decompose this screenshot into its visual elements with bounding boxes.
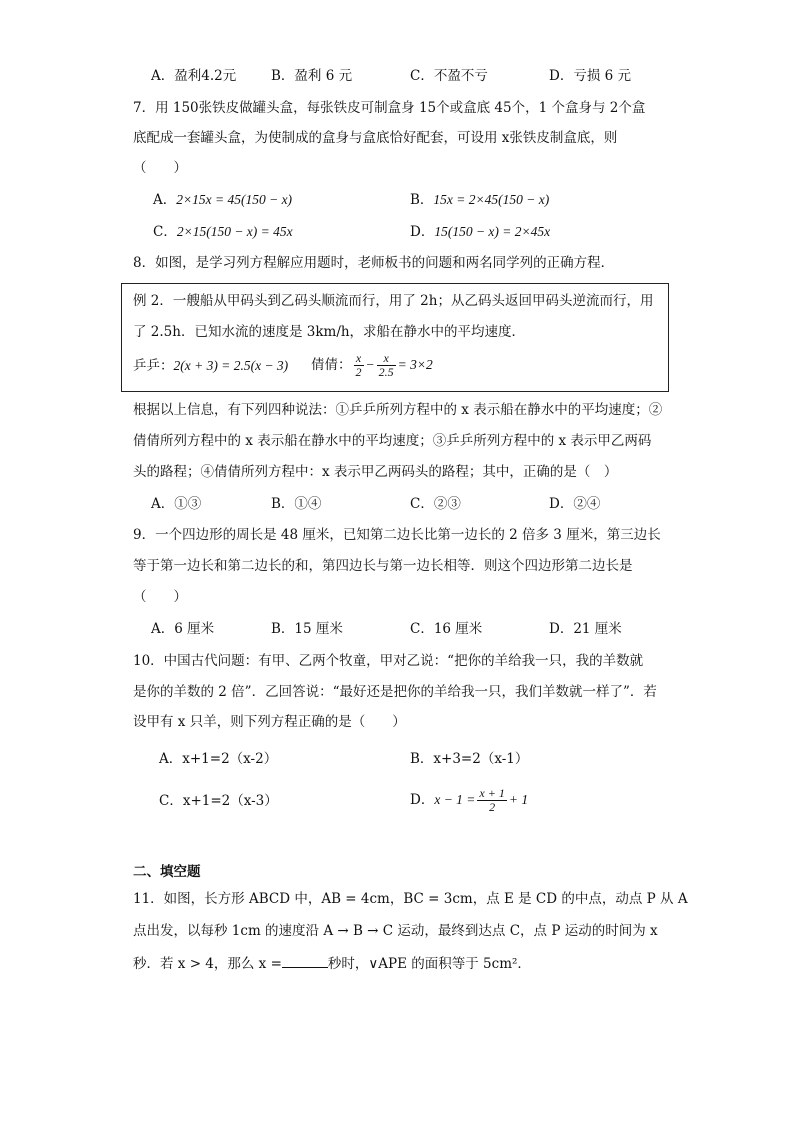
- section-title-fill-in: 二、填空题: [133, 864, 201, 880]
- q9-option-c: C．16 厘米: [410, 621, 483, 637]
- q8-minus: −: [365, 357, 375, 372]
- q8-statements-line1: 根据以上信息，有下列四种说法：①乒乒所列方程中的 x 表示船在静水中的平均速度；②: [133, 402, 663, 418]
- q8-statements-line2: 倩倩所列方程中的 x 表示船在静水中的平均速度；③乒乒所列方程中的 x 表示甲乙两码: [133, 433, 652, 449]
- q10-option-d-denominator: 2: [489, 800, 496, 814]
- q11-stem-line2: 点出发，以每秒 1cm 的速度沿 A → B → C 运动，最终到达点 C，点 P 运动的时间为 x: [133, 923, 658, 939]
- q10-stem-line3: 设甲有 x 只羊，则下列方程正确的是（ ）: [133, 714, 406, 730]
- q10-stem-line1: 10．中国古代问题：有甲、乙两个牧童，甲对乙说：“把你的羊给我一只，我的羊数就: [133, 653, 644, 669]
- q6-option-a: A．盈利4.2元: [151, 68, 237, 84]
- q8-stem: 8．如图，是学习列方程解应用题时，老师板书的问题和两名同学列的正确方程．: [133, 255, 615, 271]
- q6-option-d: D．亏损 6 元: [549, 68, 631, 84]
- q7-option-d: [410, 222, 550, 242]
- q10-option-d: [410, 783, 528, 817]
- q8-pingping-equation: 2(x + 3) = 2.5(x − 3): [173, 358, 289, 373]
- q6-option-c: C．不盈不亏: [410, 68, 488, 84]
- q8-pingping-equation-row: [133, 356, 288, 376]
- q10-option-b: B．x+3=2（x-1）: [410, 751, 529, 767]
- q6-option-b: B．盈利 6 元: [271, 68, 353, 84]
- q9-option-d: D．21 厘米: [549, 621, 622, 637]
- q7-stem-line1: 7．用 150张铁皮做罐头盒，每张铁皮可制盒身 15个或盒底 45个，1 个盒身与 2个盒: [133, 100, 646, 116]
- q8-box-line2: 了 2.5h．已知水流的速度是 3km/h，求船在静水中的平均速度．: [133, 324, 526, 340]
- q8-frac2-numerator: x: [377, 352, 396, 366]
- q8-option-a: A．①③: [151, 496, 202, 512]
- q8-frac1-denominator: 2: [355, 365, 362, 379]
- q8-frac1-numerator: x: [354, 352, 364, 366]
- q8-qianqian-label: 倩倩：: [311, 357, 352, 373]
- q7-option-c: [153, 222, 293, 242]
- q8-statements-line3: 头的路程；④倩倩所列方程中：x 表示甲乙两码头的路程；其中，正确的是（ ）: [133, 464, 618, 480]
- q8-fraction-x-over-2: [354, 352, 364, 379]
- q8-qianqian-rhs: = 3×2: [397, 357, 433, 372]
- q9-option-b: B．15 厘米: [271, 621, 343, 637]
- q9-answer-paren: （ ）: [133, 589, 187, 605]
- q7-option-b-equation: 15x = 2×45(150 − x): [433, 192, 550, 207]
- q7-option-c-equation: 2×15(150 − x) = 45x: [176, 224, 293, 239]
- q8-option-d: D．②④: [549, 496, 601, 512]
- q7-answer-paren: （ ）: [133, 160, 187, 176]
- q7-stem-line2: 底配成一套罐头盒，为使制成的盒身与盒底恰好配套，可设用 x张铁皮制盒底，则: [133, 130, 618, 146]
- q8-box-line1: 例 2．一艘船从甲码头到乙码头顺流而行，用了 2h；从乙码头返回甲码头逆流而行，用: [133, 293, 654, 309]
- q7-option-a-label: A．: [153, 192, 177, 208]
- q9-stem-line1: 9．一个四边形的周长是 48 厘米，已知第二边长比第一边长的 2 倍多 3 厘米，第三边长: [133, 527, 661, 543]
- q8-option-b: B．①④: [271, 496, 322, 512]
- q10-option-d-label: D．: [410, 792, 435, 808]
- q8-fraction-x-over-2-5: [377, 352, 396, 379]
- q10-option-d-lhs: x − 1 =: [434, 792, 476, 807]
- q8-pingping-label: 乒乒：: [133, 358, 174, 374]
- q10-option-d-fraction: [477, 787, 506, 814]
- q7-option-b-label: B．: [410, 192, 434, 208]
- q9-option-a: A．6 厘米: [151, 621, 215, 637]
- q7-option-d-equation: 15(150 − x) = 2×45x: [434, 224, 551, 239]
- q11-line3-after-blank: 秒时，∨APE 的面积等于 5cm²．: [327, 956, 531, 972]
- q7-option-c-label: C．: [153, 224, 177, 240]
- q7-option-a: [153, 190, 292, 210]
- q10-stem-line2: 是你的羊数的 2 倍”．乙回答说：“最好还是把你的羊给我一只，我们羊数就一样了”．若: [133, 684, 657, 700]
- q7-option-d-label: D．: [410, 224, 435, 240]
- q8-frac2-denominator: 2.5: [378, 365, 394, 379]
- q11-stem-line3: [133, 953, 531, 974]
- q8-qianqian-equation-row: [311, 350, 433, 380]
- q7-option-b: [410, 190, 549, 210]
- q10-option-a: A．x+1=2（x-2）: [159, 751, 278, 767]
- q11-answer-blank[interactable]: [282, 953, 328, 968]
- q8-option-c: C．②③: [410, 496, 461, 512]
- q7-option-a-equation: 2×15x = 45(150 − x): [176, 192, 293, 207]
- q10-option-d-rhs: + 1: [508, 792, 529, 807]
- q9-stem-line2: 等于第一边长和第二边长的和，第四边长与第一边长相等．则这个四边形第二边长是: [133, 558, 633, 574]
- q11-line3-before-blank: 秒．若 x > 4，那么 x =: [133, 956, 282, 972]
- q11-stem-line1: 11．如图，长方形 ABCD 中，AB = 4cm，BC = 3cm，点 E 是 CD 的中点，动点 P 从 A: [133, 891, 688, 907]
- q10-option-d-numerator: x + 1: [479, 786, 505, 800]
- q10-option-c: C．x+1=2（x-3）: [159, 793, 278, 809]
